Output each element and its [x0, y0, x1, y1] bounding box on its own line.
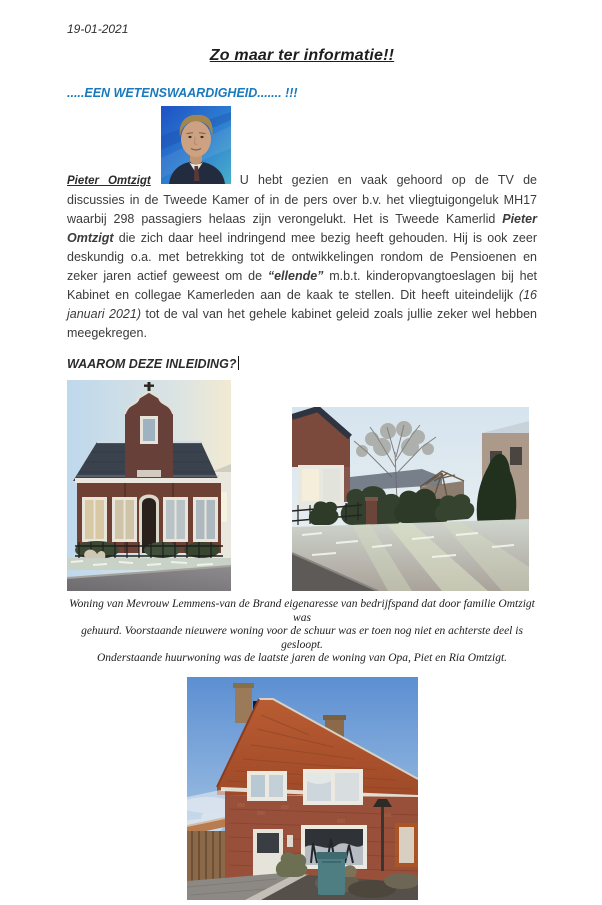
intro-date-emphasis: (16 januari 2021) — [67, 288, 537, 321]
portrait-photo-image — [161, 106, 231, 184]
page-date: 19-01-2021 — [67, 22, 129, 36]
intro-text-segment: U hebt gezien en vaak gehoord op de TV de discussies in de Tweede Kamer of in de pers over b.v. het vliegtuigongeluk MH17 waarbij 298 passagiers helaas zijn verongelukt. Het is Tweede Kamerlid — [67, 173, 537, 226]
pieter-omtzigt-label: Pieter Omtzigt — [67, 175, 151, 187]
caption-line: Onderstaande huurwoning was de laatste jaren de woning van Opa, Piet en Ria Omtzigt. — [96, 652, 508, 664]
brick-house-street-photo — [67, 380, 231, 591]
intro-text-segment: tot de val van het gehele kabinet geleid zoals jullie zeker wel hebben meegekregen. — [67, 307, 537, 340]
frosty-driveway-photo — [292, 407, 529, 591]
section-heading — [67, 356, 537, 371]
intro-text-segment: die zich daar heel indringend mee bezig heeft gehouden. Hij is ook zeer deskundig o.a. met betrekking tot de ontwikkelingen rondom de Pensioenen en zeker jaren actief geweest om de — [67, 231, 537, 283]
page-title: Zo maar ter informatie!! — [209, 47, 395, 64]
caption-line: gehuurd. Voorstaande nieuwere woning voor de schuur was er toen nog niet en achterste deel is gesloopt. — [81, 625, 523, 651]
brick-house-driveway-photo — [187, 677, 418, 900]
section-heading-text: WAAROM DEZE INLEIDING? — [67, 357, 237, 371]
subtitle-heading: .....EEN WETENSWAARDIGHEID....... !!! — [67, 86, 298, 100]
intro-pieter-omtzigt-name: Pieter Omtzigt — [67, 212, 537, 245]
pieter-omtzigt-portrait-photo — [161, 106, 231, 184]
intro-paragraph — [67, 106, 537, 343]
intro-text-segment: m.b.t. kinderopvangtoeslagen bij het Kabinet en collegae Kamerleden aan de kaak te stellen. Dit heeft uiteindelijk — [67, 269, 538, 302]
caption-line: Woning van Mevrouw Lemmens-van de Brand eigenaresse van bedrijfspand dat door familie Omtzigt was — [69, 598, 535, 624]
intro-ellende-emphasis: “ellende” — [267, 269, 324, 283]
photo-row — [67, 380, 537, 591]
photo-caption — [67, 598, 537, 666]
text-cursor — [238, 356, 239, 370]
